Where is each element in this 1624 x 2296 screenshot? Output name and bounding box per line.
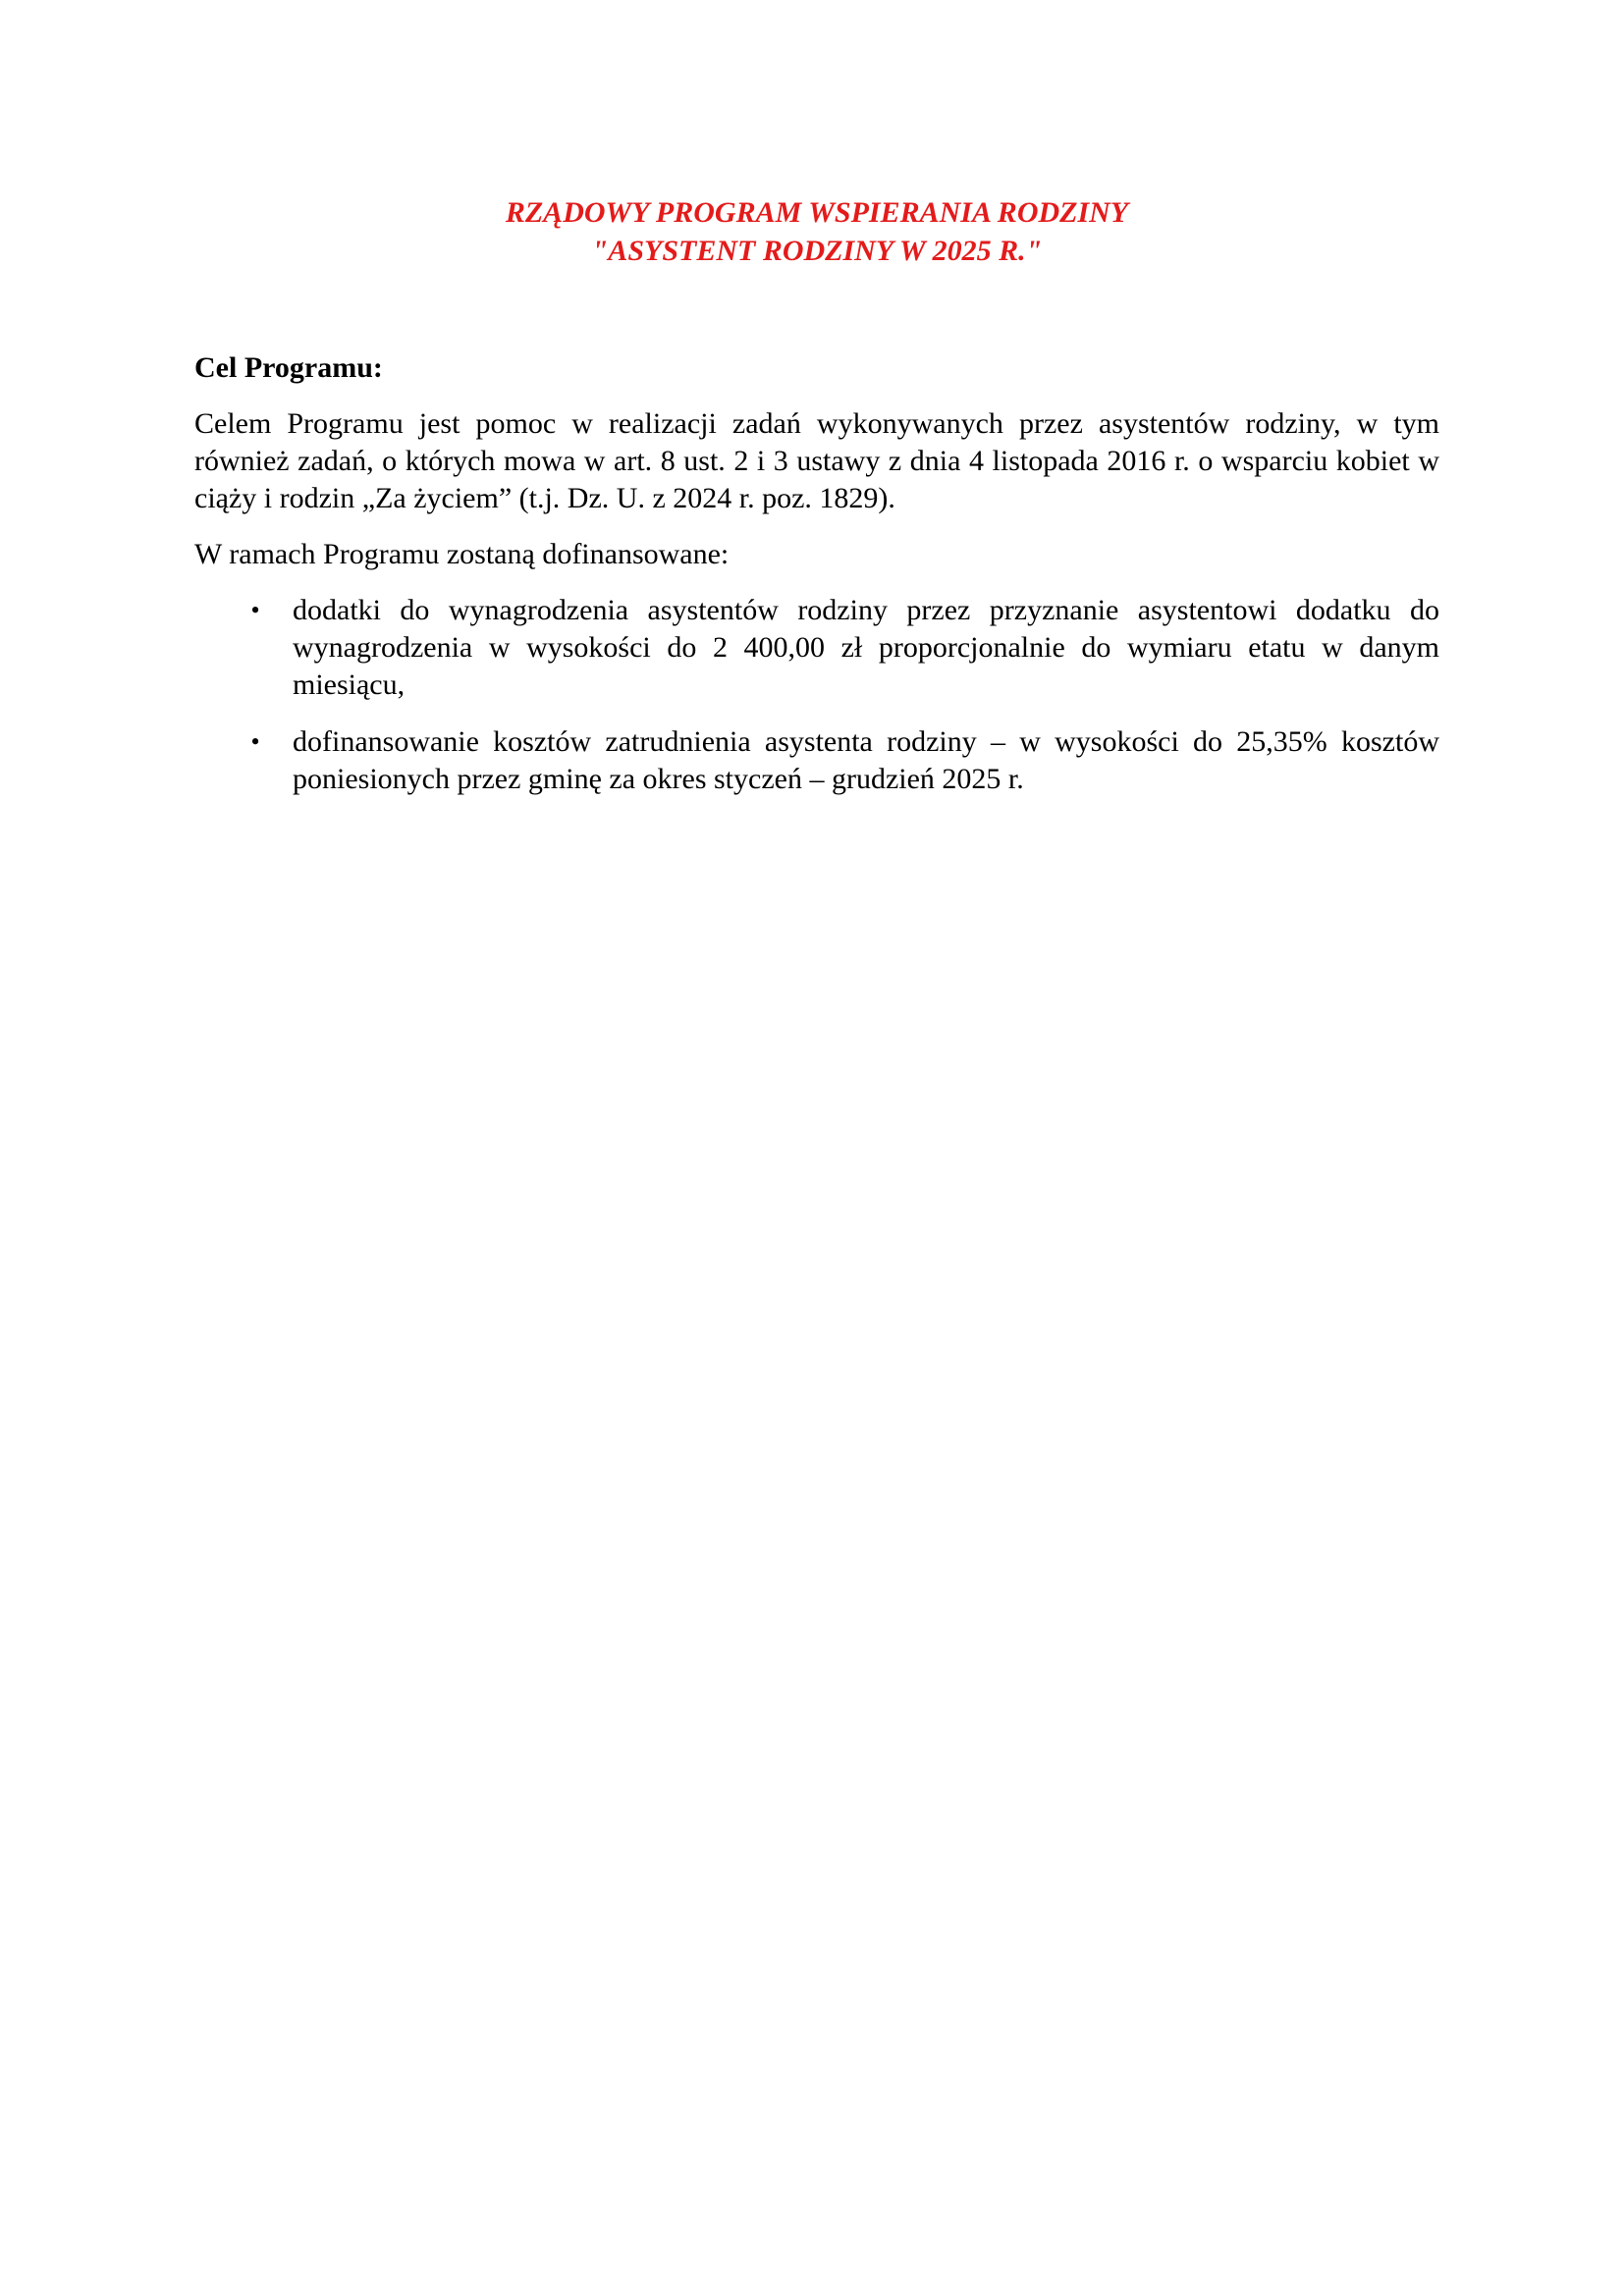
list-item (194, 592, 1439, 704)
bullet-text: dodatki do wynagrodzenia asystentów rodziny przez przyznanie asystentowi dodatku do wynagrodzenia w wysokości do 2 400,00 zł proporcjonalnie do wymiaru etatu w danym miesiącu, (293, 594, 1439, 701)
document-content (194, 349, 1439, 818)
title-line-2: "ASYSTENT RODZINY W 2025 R." (591, 235, 1043, 267)
funding-bullet-list (194, 592, 1439, 798)
bullet-text: dofinansowanie kosztów zatrudnienia asystenta rodziny – w wysokości do 25,35% kosztów poniesionych przez gminę za okres styczeń – grudzień 2025 r. (293, 725, 1439, 795)
paragraph-funding-intro: W ramach Programu zostaną dofinansowane: (194, 538, 730, 570)
section-heading-goal: Cel Programu: (194, 351, 383, 384)
bullet-icon: • (250, 596, 260, 624)
bullet-icon: • (250, 727, 260, 756)
document-title (194, 193, 1439, 270)
list-item (194, 723, 1439, 798)
paragraph-goal: Celem Programu jest pomoc w realizacji zadań wykonywanych przez asystentów rodziny, w tym również zadań, o których mowa w art. 8 ust. 2 i 3 ustawy z dnia 4 listopada 2016 r. o wsparciu kobiet w ciąży i rodzin „Za życiem” (t.j. Dz. U. z 2024 r. poz. 1829). (194, 407, 1439, 514)
title-line-1: RZĄDOWY PROGRAM WSPIERANIA RODZINY (505, 196, 1129, 229)
